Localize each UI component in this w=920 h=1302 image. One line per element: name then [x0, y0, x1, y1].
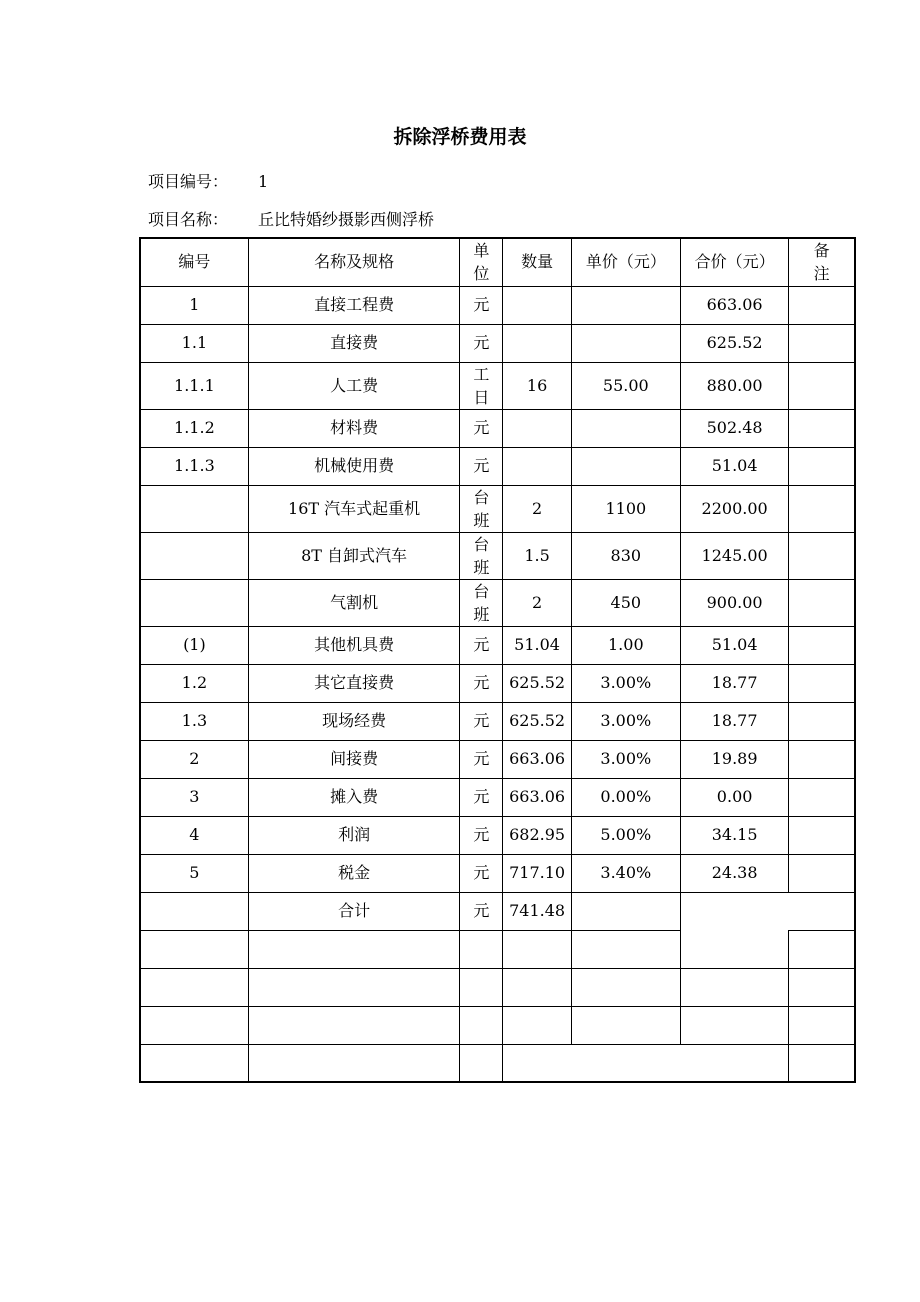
no-cell [140, 485, 248, 532]
total-row [140, 892, 855, 930]
table-row [140, 854, 855, 892]
no-cell: 2 [140, 740, 248, 778]
unit-cell: 台班 [460, 485, 503, 532]
table-cell [140, 892, 248, 930]
project-name-line [148, 207, 434, 230]
unit-cell: 元 [460, 702, 503, 740]
header-cell: 备注 [789, 238, 855, 286]
no-cell: 1.1.3 [140, 447, 248, 485]
blank-row [140, 1006, 855, 1044]
table-row [140, 286, 855, 324]
name-cell: 其他机具费 [248, 626, 460, 664]
name-cell: 16T 汽车式起重机 [248, 485, 460, 532]
no-cell: 1.1.1 [140, 362, 248, 409]
total-cell: 2200.00 [680, 485, 788, 532]
name-cell: 利润 [248, 816, 460, 854]
header-cell: 单位 [460, 238, 503, 286]
table-row [140, 324, 855, 362]
unit-cell: 元 [460, 626, 503, 664]
project-number-value: 1 [258, 172, 269, 191]
note-cell [789, 485, 855, 532]
unit-cell: 元 [460, 447, 503, 485]
total-cell: 663.06 [680, 286, 788, 324]
note-cell [789, 702, 855, 740]
no-cell [140, 532, 248, 579]
price-cell: 55.00 [571, 362, 680, 409]
total-cell: 502.48 [680, 409, 788, 447]
note-cell [789, 778, 855, 816]
unit-cell: 元 [460, 286, 503, 324]
qty-cell: 717.10 [503, 854, 571, 892]
note-cell [789, 447, 855, 485]
table-row [140, 579, 855, 626]
qty-cell: 625.52 [503, 702, 571, 740]
name-cell: 气割机 [248, 579, 460, 626]
qty-cell: 1.5 [503, 532, 571, 579]
name-cell: 税金 [248, 854, 460, 892]
total-cell: 24.38 [680, 854, 788, 892]
qty-cell: 51.04 [503, 626, 571, 664]
qty-cell [503, 447, 571, 485]
price-cell: 830 [571, 532, 680, 579]
unit-cell: 元 [460, 409, 503, 447]
price-cell: 1.00 [571, 626, 680, 664]
note-cell [789, 532, 855, 579]
name-cell: 直接费 [248, 324, 460, 362]
total-cell: 900.00 [680, 579, 788, 626]
price-cell: 5.00% [571, 816, 680, 854]
no-cell: 5 [140, 854, 248, 892]
qty-cell: 2 [503, 485, 571, 532]
table-row [140, 664, 855, 702]
note-cell [789, 854, 855, 892]
qty-cell: 663.06 [503, 778, 571, 816]
note-cell [789, 664, 855, 702]
price-cell: 3.40% [571, 854, 680, 892]
price-cell: 450 [571, 579, 680, 626]
total-cell: 51.04 [680, 447, 788, 485]
project-number-label: 项目编号： [148, 172, 229, 191]
no-cell: 1.1 [140, 324, 248, 362]
no-cell: (1) [140, 626, 248, 664]
note-cell [789, 579, 855, 626]
name-cell: 间接费 [248, 740, 460, 778]
table-row [140, 778, 855, 816]
header-cell: 合价（元） [680, 238, 788, 286]
table-row [140, 702, 855, 740]
header-cell: 编号 [140, 238, 248, 286]
price-cell: 3.00% [571, 664, 680, 702]
note-cell [789, 362, 855, 409]
header-cell: 数量 [503, 238, 571, 286]
table-row [140, 409, 855, 447]
price-cell [571, 447, 680, 485]
name-cell: 8T 自卸式汽车 [248, 532, 460, 579]
name-cell: 材料费 [248, 409, 460, 447]
no-cell: 1 [140, 286, 248, 324]
blank-row [140, 968, 855, 1006]
unit-cell: 台班 [460, 579, 503, 626]
table-cell [680, 892, 855, 930]
name-cell: 人工费 [248, 362, 460, 409]
unit-cell: 工日 [460, 362, 503, 409]
blank-row [140, 930, 855, 968]
note-cell [789, 286, 855, 324]
project-number-line [148, 169, 268, 192]
name-cell: 直接工程费 [248, 286, 460, 324]
price-cell: 1100 [571, 485, 680, 532]
project-name-value: 丘比特婚纱摄影西侧浮桥 [258, 210, 435, 229]
total-label-cell: 合计 [248, 892, 460, 930]
no-cell: 3 [140, 778, 248, 816]
note-cell [789, 816, 855, 854]
unit-cell: 元 [460, 816, 503, 854]
qty-cell: 625.52 [503, 664, 571, 702]
unit-cell: 台班 [460, 532, 503, 579]
table-row [140, 362, 855, 409]
table-row [140, 816, 855, 854]
unit-cell: 元 [460, 854, 503, 892]
project-name-label: 项目名称： [148, 210, 229, 229]
total-cell: 18.77 [680, 702, 788, 740]
total-cell: 0.00 [680, 778, 788, 816]
note-cell [789, 324, 855, 362]
name-cell: 其它直接费 [248, 664, 460, 702]
price-cell [571, 409, 680, 447]
qty-cell [503, 324, 571, 362]
no-cell: 1.3 [140, 702, 248, 740]
name-cell: 摊入费 [248, 778, 460, 816]
note-cell [789, 626, 855, 664]
no-cell [140, 579, 248, 626]
qty-cell: 663.06 [503, 740, 571, 778]
total-cell: 51.04 [680, 626, 788, 664]
unit-cell: 元 [460, 664, 503, 702]
table-row [140, 447, 855, 485]
price-cell: 0.00% [571, 778, 680, 816]
total-cell: 880.00 [680, 362, 788, 409]
price-cell: 3.00% [571, 702, 680, 740]
unit-cell: 元 [460, 778, 503, 816]
name-cell: 机械使用费 [248, 447, 460, 485]
header-cell: 名称及规格 [248, 238, 460, 286]
qty-cell: 682.95 [503, 816, 571, 854]
unit-cell: 元 [460, 324, 503, 362]
note-cell [789, 409, 855, 447]
table-row [140, 626, 855, 664]
total-cell: 18.77 [680, 664, 788, 702]
table-row [140, 485, 855, 532]
document-title: 拆除浮桥费用表 [393, 126, 527, 148]
price-cell [571, 286, 680, 324]
qty-cell [503, 286, 571, 324]
price-cell [571, 324, 680, 362]
total-unit-cell: 元 [460, 892, 503, 930]
qty-cell [503, 409, 571, 447]
qty-cell: 2 [503, 579, 571, 626]
total-cell: 34.15 [680, 816, 788, 854]
note-cell [789, 740, 855, 778]
no-cell: 1.2 [140, 664, 248, 702]
name-cell: 现场经费 [248, 702, 460, 740]
cost-table [139, 237, 856, 1083]
table-header-row [140, 238, 855, 286]
table-cell [571, 892, 680, 930]
total-cell: 625.52 [680, 324, 788, 362]
unit-cell: 元 [460, 740, 503, 778]
no-cell: 1.1.2 [140, 409, 248, 447]
qty-cell: 16 [503, 362, 571, 409]
total-value-cell: 741.48 [503, 892, 571, 930]
table-row [140, 532, 855, 579]
total-cell: 19.89 [680, 740, 788, 778]
total-cell: 1245.00 [680, 532, 788, 579]
price-cell: 3.00% [571, 740, 680, 778]
no-cell: 4 [140, 816, 248, 854]
table-row [140, 740, 855, 778]
blank-row [140, 1044, 855, 1082]
header-cell: 单价（元） [571, 238, 680, 286]
